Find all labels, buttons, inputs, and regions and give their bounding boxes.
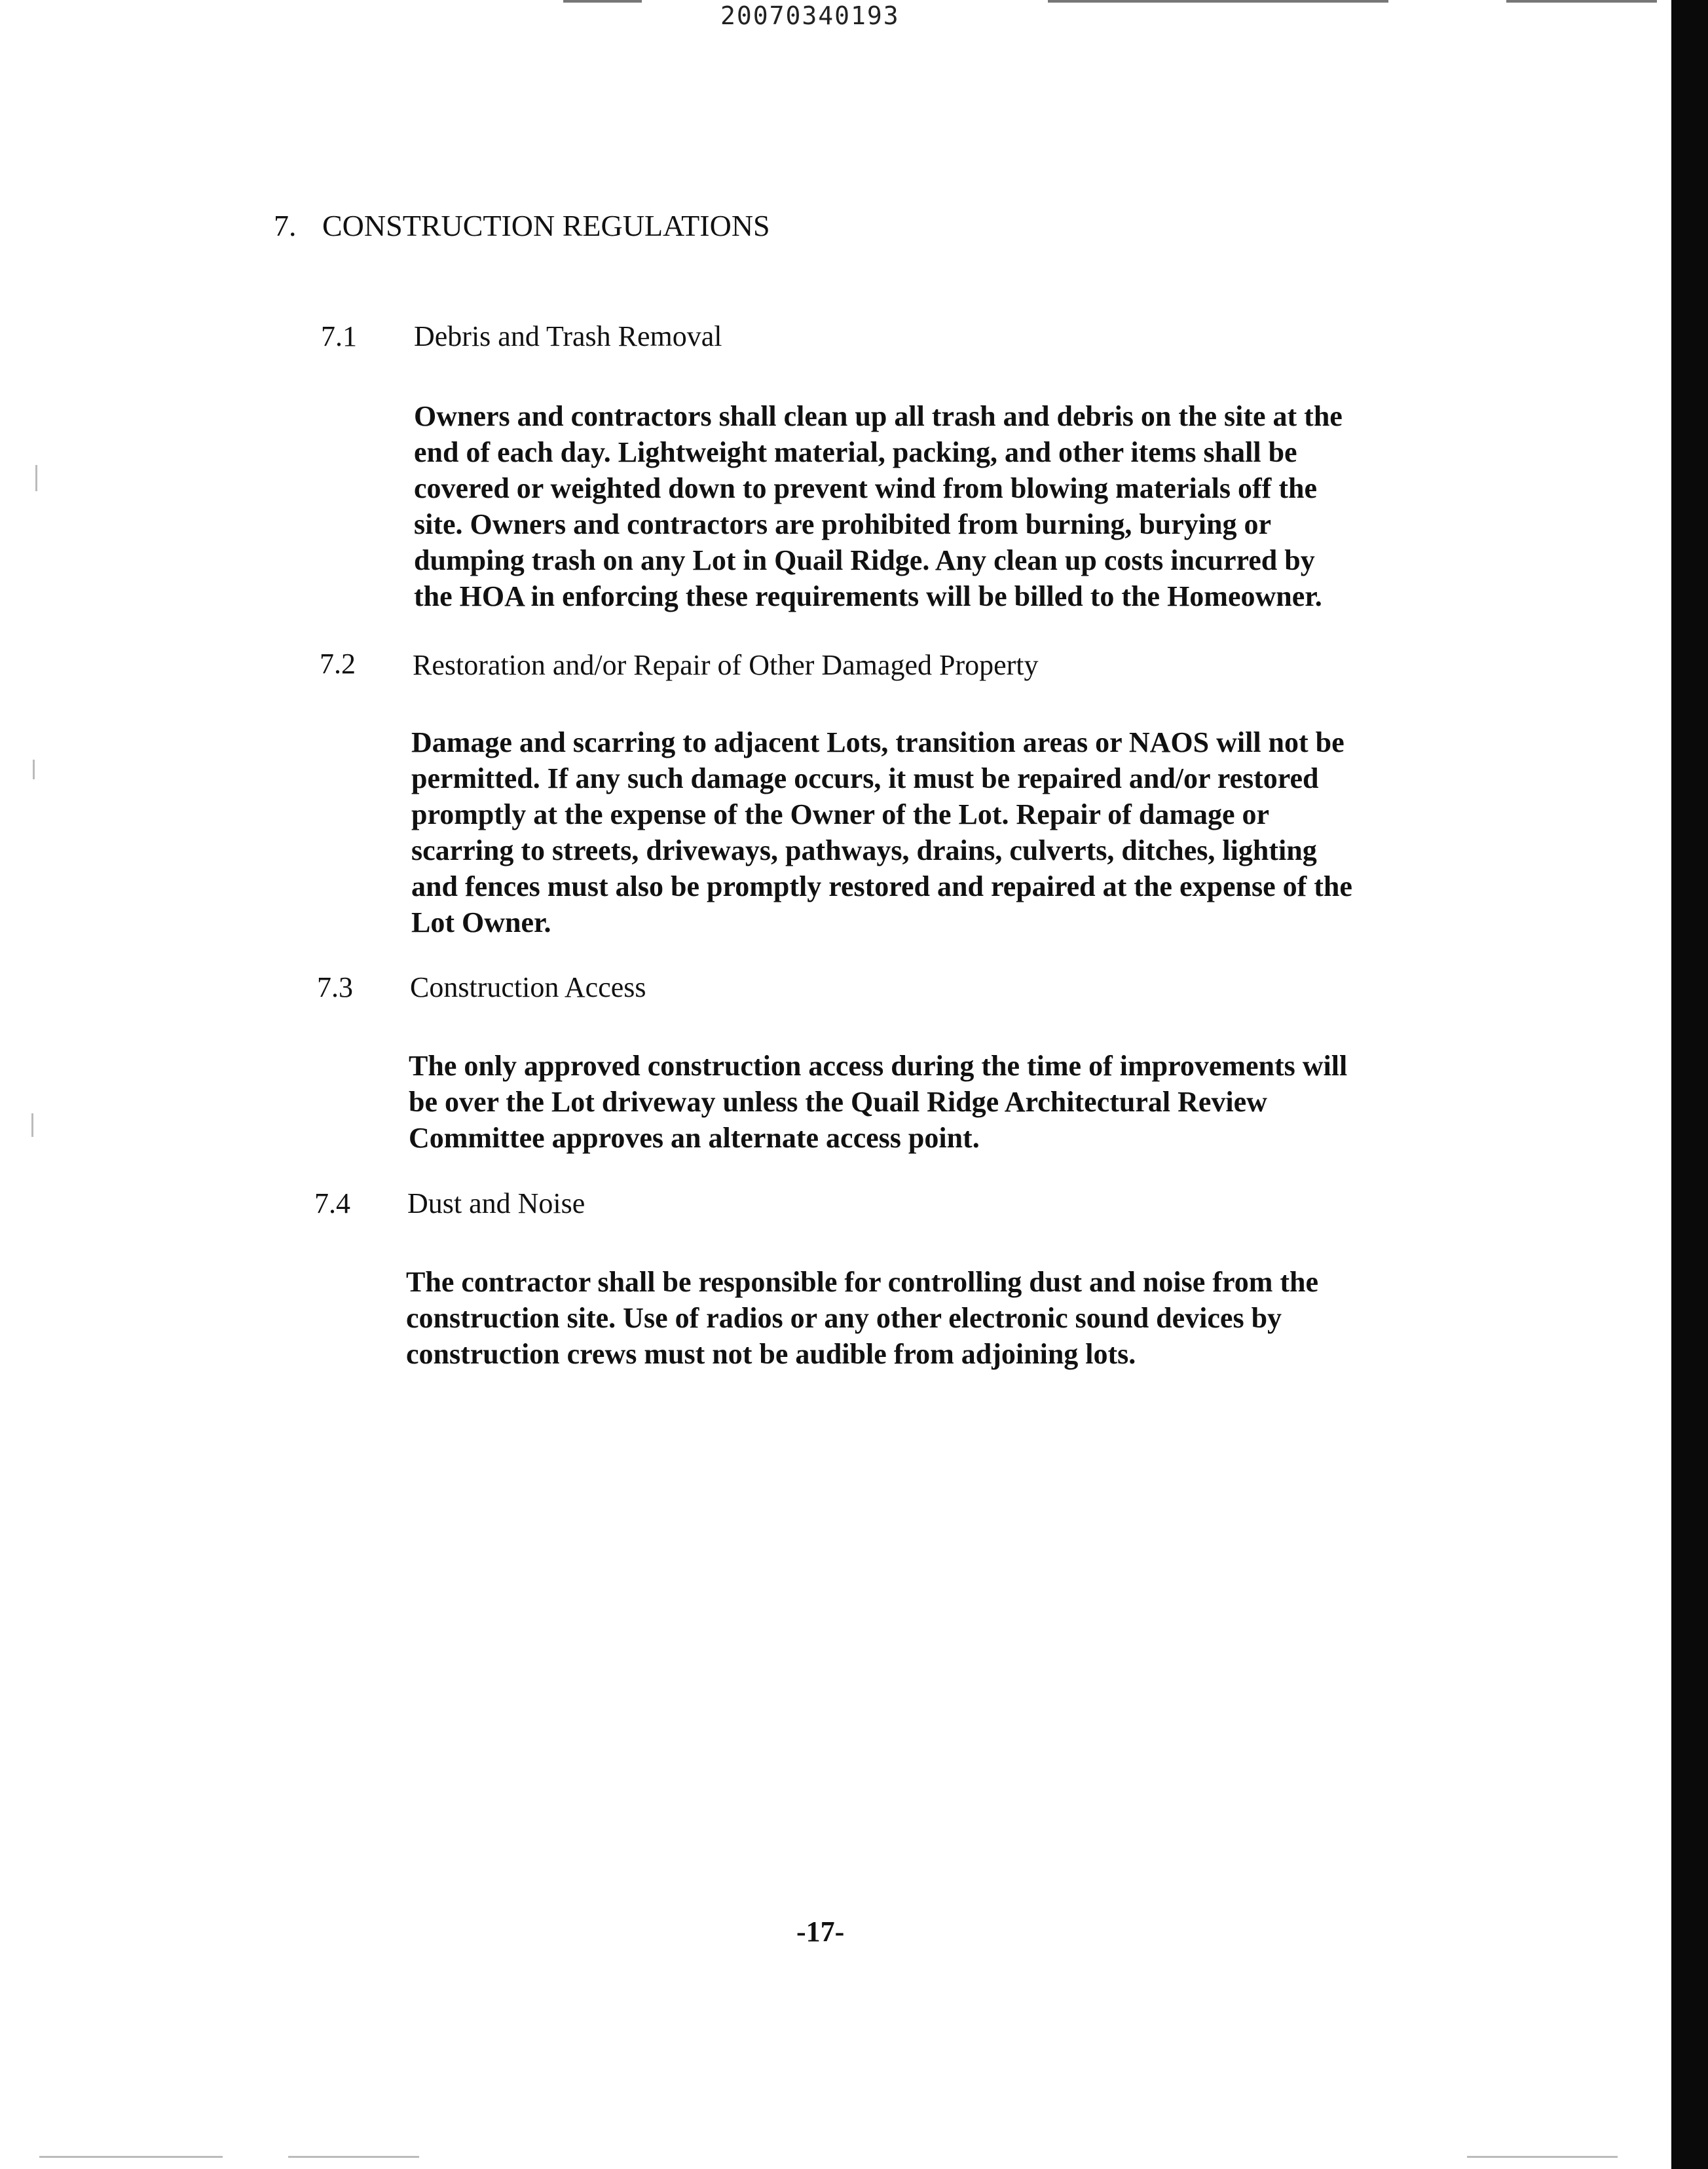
scan-artifact [1506,0,1657,3]
body-line: construction site. Use of radios or any other electronic sound devices by [406,1302,1282,1334]
scan-artifact [33,760,35,779]
section-title: CONSTRUCTION REGULATIONS [322,209,770,242]
body-line: and fences must also be promptly restored and repaired at the expense of the [411,870,1352,902]
document-number: 20070340193 [720,1,900,30]
body-line: the HOA in enforcing these requirements will be billed to the Homeowner. [414,580,1322,612]
scan-artifact [31,1113,33,1137]
body-line: Damage and scarring to adjacent Lots, transition areas or NAOS will not be [411,726,1345,758]
subsection-title: Restoration and/or Repair of Other Damaged Property [413,649,1039,681]
subsection-number: 7.4 [314,1187,350,1219]
body-line: Lot Owner. [411,906,551,938]
page-number: -17- [796,1916,845,1948]
subsection-title: Debris and Trash Removal [414,320,722,352]
subsection-title: Construction Access [410,971,646,1003]
subsection-title: Dust and Noise [407,1187,585,1219]
subsection-number: 7.1 [321,320,357,352]
scan-artifact [39,2156,223,2158]
scan-artifact [35,465,37,491]
subsection-number: 7.2 [320,648,356,680]
body-line: dumping trash on any Lot in Quail Ridge. Any clean up costs incurred by [414,544,1315,576]
subsection-body [406,1264,1480,1372]
subsection-body [409,1048,1483,1156]
body-line: covered or weighted down to prevent wind from blowing materials off the [414,472,1317,504]
body-line: scarring to streets, driveways, pathways, drains, culverts, ditches, lighting [411,834,1317,866]
section-heading [274,208,770,243]
body-line: The contractor shall be responsible for controlling dust and noise from the [406,1266,1319,1298]
body-line: site. Owners and contractors are prohibited from burning, burying or [414,508,1272,540]
subsection-number: 7.3 [317,971,353,1003]
body-line: Owners and contractors shall clean up all trash and debris on the site at the [414,400,1343,432]
subsection-body [414,398,1488,614]
scan-artifact [1048,0,1388,3]
body-line: construction crews must not be audible from adjoining lots. [406,1338,1136,1370]
scan-artifact [563,0,642,3]
body-line: end of each day. Lightweight material, packing, and other items shall be [414,436,1297,468]
body-line: be over the Lot driveway unless the Quail Ridge Architectural Review [409,1086,1267,1118]
section-number: 7. [274,209,297,242]
subsection-body [411,724,1485,940]
body-line: Committee approves an alternate access point. [409,1122,980,1154]
body-line: permitted. If any such damage occurs, it must be repaired and/or restored [411,762,1319,794]
scan-artifact [1467,2156,1618,2158]
scan-artifact [288,2156,419,2158]
body-line: The only approved construction access during the time of improvements will [409,1050,1348,1082]
scan-edge-shadow [1671,0,1708,2169]
body-line: promptly at the expense of the Owner of the Lot. Repair of damage or [411,798,1270,830]
